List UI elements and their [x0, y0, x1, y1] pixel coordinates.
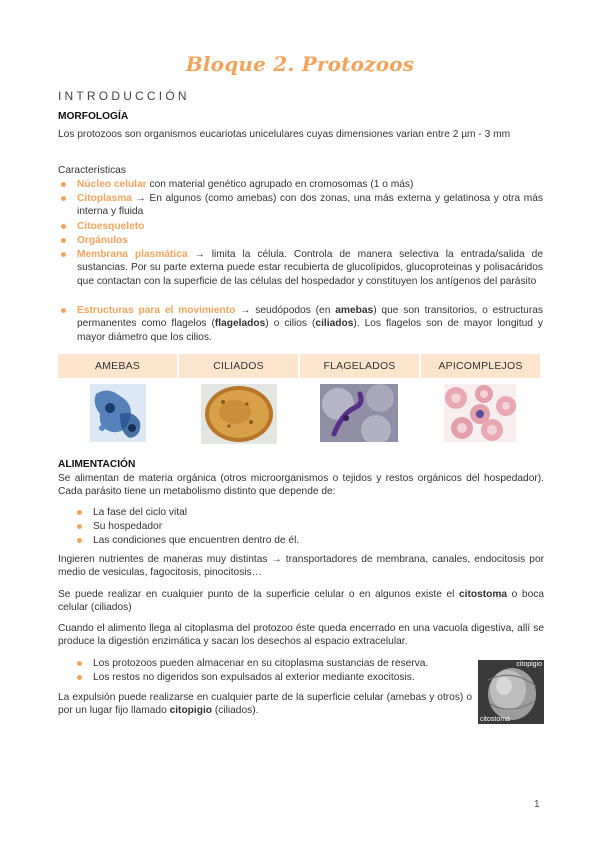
caracteristicas-label: Características [58, 165, 126, 176]
header-flagelados: FLAGELADOS [300, 354, 421, 378]
list-item [77, 234, 543, 247]
page-title: Bloque 2. Protozoos [185, 52, 415, 76]
item-text: Los restos no digeridos son expulsados al exterior mediante exocitosis. [93, 672, 415, 683]
list-item [77, 248, 543, 288]
bullet-icon [61, 182, 66, 187]
protozoa-types-table [58, 354, 540, 448]
text-fragment: o boca celular (ciliados) [58, 589, 545, 614]
list-item [93, 506, 187, 519]
bullet-icon [61, 224, 66, 229]
term-organulos: Orgánulos [77, 235, 128, 246]
sem-image [478, 660, 544, 724]
text-fragment: Se puede realizar en cualquier punto de la superficie celular o en algunos existe el [58, 589, 459, 600]
text-fragment: → seudópodos (en [235, 305, 336, 316]
table-header-row [58, 354, 540, 378]
item-text: Los protozoos pueden almacenar en su citoplasma sustancias de reserva. [93, 658, 429, 669]
item-text: → En algunos (como amebas) con dos zonas, una más externa y gelatinosa y otra más interna y fluida [77, 193, 543, 218]
list-item [77, 220, 543, 233]
list-item [93, 520, 162, 533]
heading-morfologia: MORFOLOGÍA [58, 111, 129, 122]
term-citoesqueleto: Citoesqueleto [77, 221, 145, 232]
term-membrana: Membrana plasmática [77, 249, 188, 260]
nutrientes-paragraph: Ingieren nutrientes de maneras muy distintas → transportadores de membrana, canales, endocitosis por medio de vesiculas, fagocitosis, pinocitosis… [58, 554, 544, 579]
page-number: 1 [534, 799, 540, 810]
citostoma-paragraph [58, 588, 544, 615]
bold-citopigio: citopigio [169, 705, 213, 717]
ameba-micrograph [90, 384, 146, 442]
bullet-icon [61, 252, 66, 257]
text-fragment: La expulsión puede realizarse en cualquier parte de la superficie celular (amebas y otros) o por un lugar fijo llamado [58, 692, 472, 717]
image-cell [420, 384, 541, 448]
list-item [77, 178, 543, 191]
text-fragment: ) o cilios ( [265, 318, 316, 330]
morfologia-description: Los protozoos son organismos eucariotas unicelulares cuyas dimensiones varian entre 2 µm - 3 mm [58, 129, 511, 140]
bullet-icon [77, 675, 82, 680]
text-fragment: ) que son transitorios, o estructuras permanentes como flagelos ( [77, 305, 543, 330]
item-text: → limita la célula. Controla de manera selectiva la entrada/salida de sustancias. Por su parte externa puede estar recubierta de glucolípidos, glucoproteinas y polisacáridos que contactan con la superficie de las células del hospedador y constituyen los antígenos del parásito [77, 249, 544, 287]
item-text: con material genético agrupado en cromosomas (1 o más) [146, 179, 414, 190]
label-citopigio: citopigio [516, 661, 542, 668]
bullet-icon [61, 308, 66, 313]
term-citoplasma: Citoplasma [77, 193, 132, 204]
bullet-icon [61, 238, 66, 243]
list-item [93, 534, 299, 547]
ciliado-micrograph [201, 384, 277, 444]
bold-ciliados: ciliados [315, 318, 354, 330]
header-ciliados: CILIADOS [179, 354, 300, 378]
header-apicomplejos: APICOMPLEJOS [438, 360, 523, 372]
label-citostoma: citostoma [480, 716, 510, 723]
bold-flagelados: flagelados [214, 318, 266, 330]
alimentacion-intro: Se alimentan de materia orgánica (otros microorganismos o tejidos y restos orgánicos del hospedador). Cada parásito tiene un metabolismo distinto que depende de: [58, 473, 544, 498]
item-text: Las condiciones que encuentren dentro de él. [93, 535, 300, 546]
bullet-icon [77, 510, 82, 515]
item-text: Su hospedador [93, 521, 163, 532]
bold-amebas: amebas [335, 305, 374, 316]
item-text: La fase del ciclo vital [93, 507, 188, 518]
heading-alimentacion: ALIMENTACIÓN [58, 459, 136, 470]
header-amebas: AMEBAS [58, 354, 179, 378]
expulsion-paragraph [58, 691, 472, 718]
bullet-icon [77, 538, 82, 543]
text-fragment: ). Los flagelos son de mayor longitud y mayor diámetro que los cilios. [77, 318, 544, 343]
term-movimiento: Estructuras para el movimiento [77, 305, 236, 316]
bullet-icon [61, 196, 66, 201]
image-cell [58, 384, 179, 448]
list-item [93, 657, 473, 670]
list-item [77, 304, 543, 344]
apicomplejo-micrograph [444, 384, 516, 442]
term-nucleo: Núcleo celular [77, 179, 147, 190]
table-image-row [58, 384, 540, 448]
flagelado-micrograph [320, 384, 398, 442]
list-item [93, 671, 473, 684]
image-cell [299, 384, 420, 448]
electron-micrograph [478, 660, 544, 724]
vacuola-paragraph: Cuando el alimento llega al citoplasma del protozoo éste queda encerrado en una vacuola digestiva, allí se produce la digestión enzimática y sacan los desechos al espacio extracelular. [58, 623, 544, 648]
section-heading-introduccion: INTRODUCCIÓN [58, 89, 190, 103]
text-fragment: (ciliados). [212, 705, 259, 717]
image-cell [179, 384, 300, 448]
bullet-icon [77, 524, 82, 529]
bullet-icon [77, 661, 82, 666]
bold-citostoma: citostoma [458, 589, 508, 600]
list-item [77, 192, 543, 219]
